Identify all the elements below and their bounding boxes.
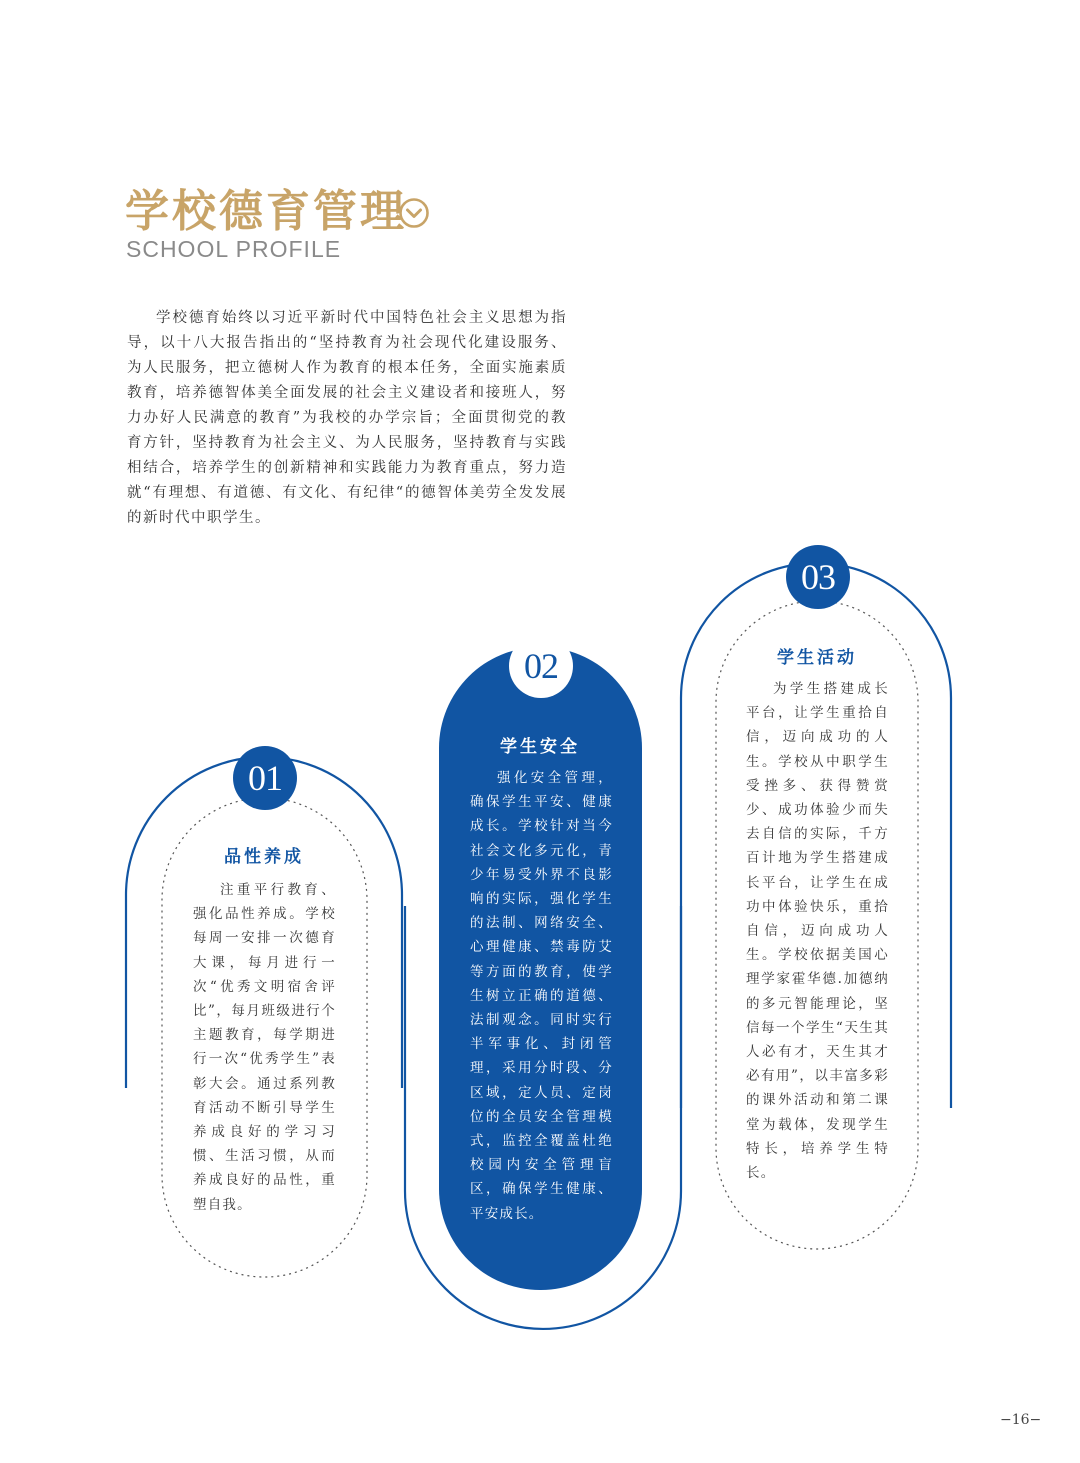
- page-subtitle: SCHOOL PROFILE: [126, 236, 342, 262]
- card-01-title: 品性养成: [224, 847, 304, 867]
- card-02-number: 02: [509, 634, 573, 698]
- intro-paragraph: 学校德育始终以习近平新时代中国特色社会主义思想为指导，以十八大报告指出的“坚持教育为社会现代化建设服务、为人民服务，把立德树人作为教育的根本任务，全面实施素质教育，培养德智体美全面发展的社会主义建设者和接班人，努力办好人民满意的教育”为我校的办学宗旨；全面贯彻党的教育方针，坚持教育为社会主义、为人民服务，坚持教育与实践相结合，培养学生的创新精神和实践能力为教育重点，努力造就“有理想、有道德、有文化、有纪律“的德智体美劳全发发展的新时代中职学生。: [127, 310, 567, 526]
- card-02-title: 学生安全: [500, 737, 580, 757]
- page-number: −16−: [1000, 1412, 1042, 1428]
- card-01-body: 注重平行教育、强化品性养成。学校每周一安排一次德育大课，每月进行一次“优秀文明宿舍评比”，每月班级进行个主题教育，每学期进行一次“优秀学生”表彰大会。通过系列教育活动不断引导学生养成良好的学习习惯、生活习惯，从而养成良好的品性，重塑自我。: [193, 882, 336, 1213]
- card-02-body: 强化安全管理，确保学生平安、健康成长。学校针对当今社会文化多元化，青少年易受外界不良影响的实际，强化学生的法制、网络安全、心理健康、禁毒防艾等方面的教育，使学生树立正确的道德、法制观念。同时实行半军事化、封闭管理，采用分时段、分区域，定人员、定岗位的全员安全管理模式，监控全覆盖杜绝校园内安全管理盲区，确保学生健康、平安成长。: [470, 770, 613, 1222]
- page-title: 学校德育管理: [125, 186, 407, 237]
- card-03-body: 为学生搭建成长平台，让学生重拾自信，迈向成功的人生。学校从中职学生受挫多、获得赞赏少、成功体验少而失去自信的实际，千方百计地为学生搭建成长平台，让学生在成功中体验快乐，重拾自信，迈向成功人生。学校依据美国心理学家霍华德.加德纳的多元智能理论，坚信每一个学生“天生其人必有才，天生其才必有用”，以丰富多彩的课外活动和第二课堂为载体，发现学生特长，培养学生特长。: [746, 681, 889, 1182]
- card-01-number: 01: [233, 746, 297, 810]
- card-03-number: 03: [786, 545, 850, 609]
- card-03-title: 学生活动: [777, 648, 857, 668]
